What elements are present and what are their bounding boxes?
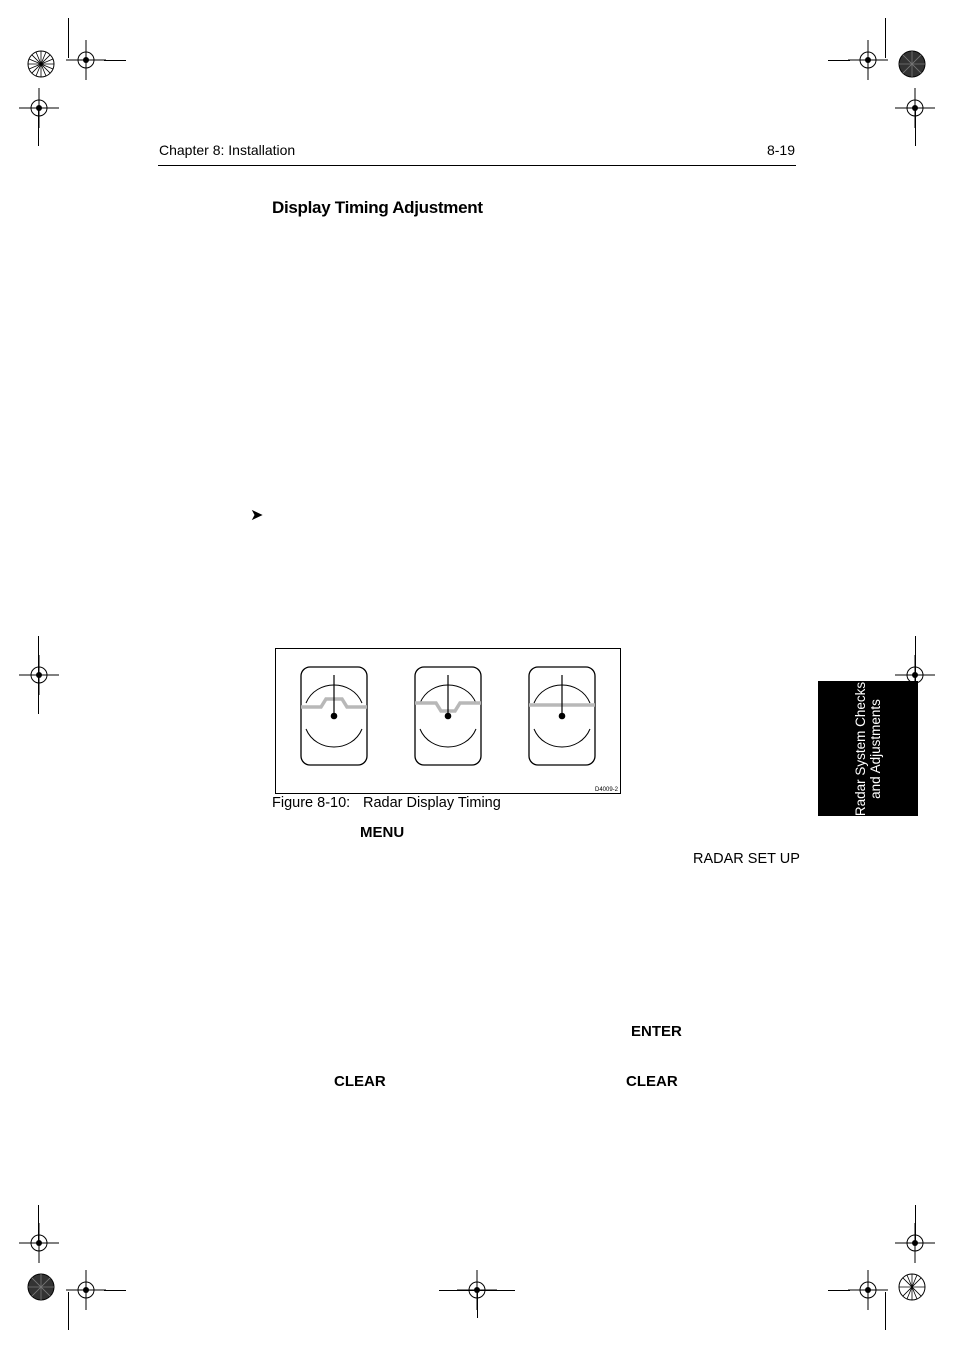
crosshair-mark-icon (19, 655, 59, 695)
crosshair-mark-icon (19, 1223, 59, 1263)
chapter-title: Chapter 8: Installation (159, 142, 296, 158)
chapter-side-tab (818, 681, 918, 816)
color-bar-target-icon (892, 1267, 932, 1307)
color-bar-target-icon (21, 44, 61, 84)
radar-timing-diagram (276, 649, 620, 793)
figure-code: D4009-2 (594, 787, 618, 793)
crosshair-mark-icon (848, 40, 888, 80)
figure-caption (272, 795, 501, 811)
crop-mark (915, 1205, 916, 1241)
menu-key-label: MENU (360, 824, 405, 841)
side-tab-line-2: and Adjustments (868, 698, 883, 799)
page-number: 8-19 (766, 142, 795, 158)
crop-mark (104, 60, 126, 61)
note-arrow-icon: ➤ (250, 507, 264, 524)
crop-mark (38, 108, 39, 146)
clear-key-label: CLEAR (626, 1073, 678, 1090)
side-tab-line-1: Radar System Checks (853, 681, 868, 816)
radar-screen-early (301, 667, 367, 765)
clear-key-label: CLEAR (334, 1073, 386, 1090)
radar-timing-figure (275, 648, 621, 794)
crop-mark (38, 636, 39, 714)
crop-mark (439, 1290, 515, 1291)
color-bar-target-icon (21, 1267, 61, 1307)
crop-mark (68, 1292, 69, 1330)
crop-mark (828, 1290, 850, 1291)
radar-screen-late (415, 667, 481, 765)
enter-key-label: ENTER (631, 1023, 682, 1040)
header-rule (158, 165, 796, 166)
crop-mark (828, 60, 850, 61)
radar-screen-correct (529, 667, 595, 765)
radar-set-up-label: RADAR SET UP (693, 851, 800, 867)
crop-mark (477, 1292, 478, 1318)
crop-mark (104, 1290, 126, 1291)
crosshair-mark-icon (66, 40, 106, 80)
crop-mark (885, 18, 886, 58)
crosshair-mark-icon (66, 1270, 106, 1310)
crosshair-mark-icon (19, 88, 59, 128)
crop-mark (68, 18, 69, 58)
color-bar-target-icon (892, 44, 932, 84)
crosshair-mark-icon (848, 1270, 888, 1310)
section-heading: Display Timing Adjustment (272, 198, 483, 217)
crop-mark (885, 1292, 886, 1330)
crop-mark (38, 1205, 39, 1241)
crop-mark (915, 108, 916, 146)
caption-number: Figure 8-10: (272, 795, 351, 811)
caption-title: Radar Display Timing (363, 795, 501, 811)
